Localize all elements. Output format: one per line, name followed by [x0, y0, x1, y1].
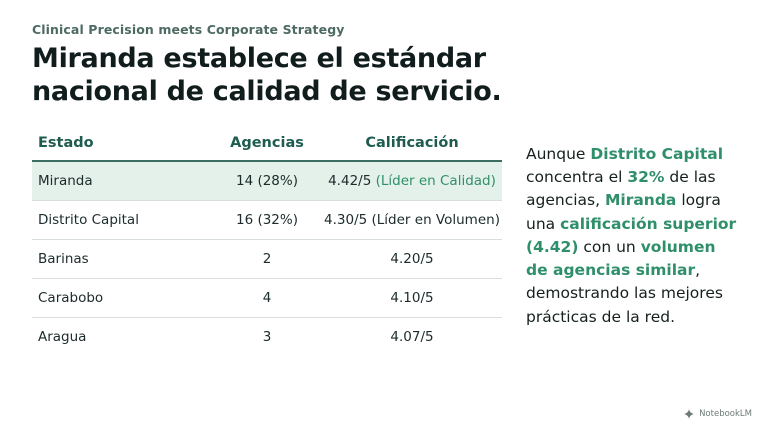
insight-callout	[526, 143, 738, 329]
cell-calificacion	[322, 317, 502, 356]
agency-table	[32, 135, 502, 356]
callout-text-6: , demostrando las mejores prácticas de la red.	[526, 261, 723, 326]
notebooklm-icon	[684, 409, 694, 419]
callout-text-3: de las agencias,	[526, 168, 716, 210]
table-row	[32, 317, 502, 356]
cell-agencias: 14 (28%)	[212, 161, 322, 201]
cell-estado: Barinas	[32, 239, 212, 278]
cell-estado: Carabobo	[32, 278, 212, 317]
cell-agencias: 4	[212, 278, 322, 317]
table-row	[32, 161, 502, 201]
calif-value: 4.30/5	[324, 211, 368, 228]
cell-agencias: 2	[212, 239, 322, 278]
cell-agencias: 16 (32%)	[212, 200, 322, 239]
footer-branding	[684, 409, 752, 419]
page-title: Miranda establece el estándar nacional de calidad de servicio.	[32, 43, 502, 107]
callout-highlight-volumen: volumen de agencias similar	[526, 237, 716, 280]
callout-highlight-miranda: Miranda	[604, 191, 677, 210]
cell-agencias: 3	[262, 328, 272, 345]
cell-calificacion	[322, 200, 502, 239]
calif-value: 4.10/5	[390, 289, 434, 306]
cell-calificacion	[322, 239, 502, 278]
table-row	[32, 278, 502, 317]
content-area	[30, 135, 738, 356]
column-header-estado: Estado	[32, 135, 212, 161]
cell-estado: Miranda	[32, 161, 212, 201]
cell-estado: Distrito Capital	[32, 200, 212, 239]
callout-text-1: Aunque	[526, 144, 591, 163]
table-header	[32, 135, 502, 161]
agency-table-wrapper	[32, 135, 502, 356]
table-body	[32, 161, 502, 356]
column-header-calificacion: Calificación	[322, 135, 502, 161]
cell-estado: Aragua	[38, 328, 87, 345]
calif-value: 4.07/5	[390, 328, 434, 345]
callout-highlight-distrito-capital: Distrito Capital	[590, 144, 724, 163]
callout-text-2: concentra el	[526, 168, 628, 187]
callout-highlight-calificacion: calificación superior (4.42)	[526, 214, 737, 256]
callout-text-5: con un	[578, 237, 641, 256]
table-row	[32, 239, 502, 278]
column-header-agencias: Agencias	[212, 135, 322, 161]
callout-text-4: logra una	[526, 191, 721, 233]
calif-value: 4.20/5	[390, 250, 434, 267]
eyebrow-text: Clinical Precision meets Corporate Strategy	[32, 22, 345, 37]
table-header-row	[32, 135, 502, 161]
footer-label: NotebookLM	[699, 409, 752, 419]
cell-calificacion	[322, 278, 502, 317]
calif-note: (Líder en Calidad)	[375, 172, 496, 189]
callout-highlight-32-percent: 32%	[627, 168, 665, 187]
calif-note: (Líder en Volumen)	[371, 211, 500, 228]
table-row	[32, 200, 502, 239]
cell-calificacion	[322, 161, 502, 201]
calif-value: 4.42/5	[328, 172, 372, 189]
